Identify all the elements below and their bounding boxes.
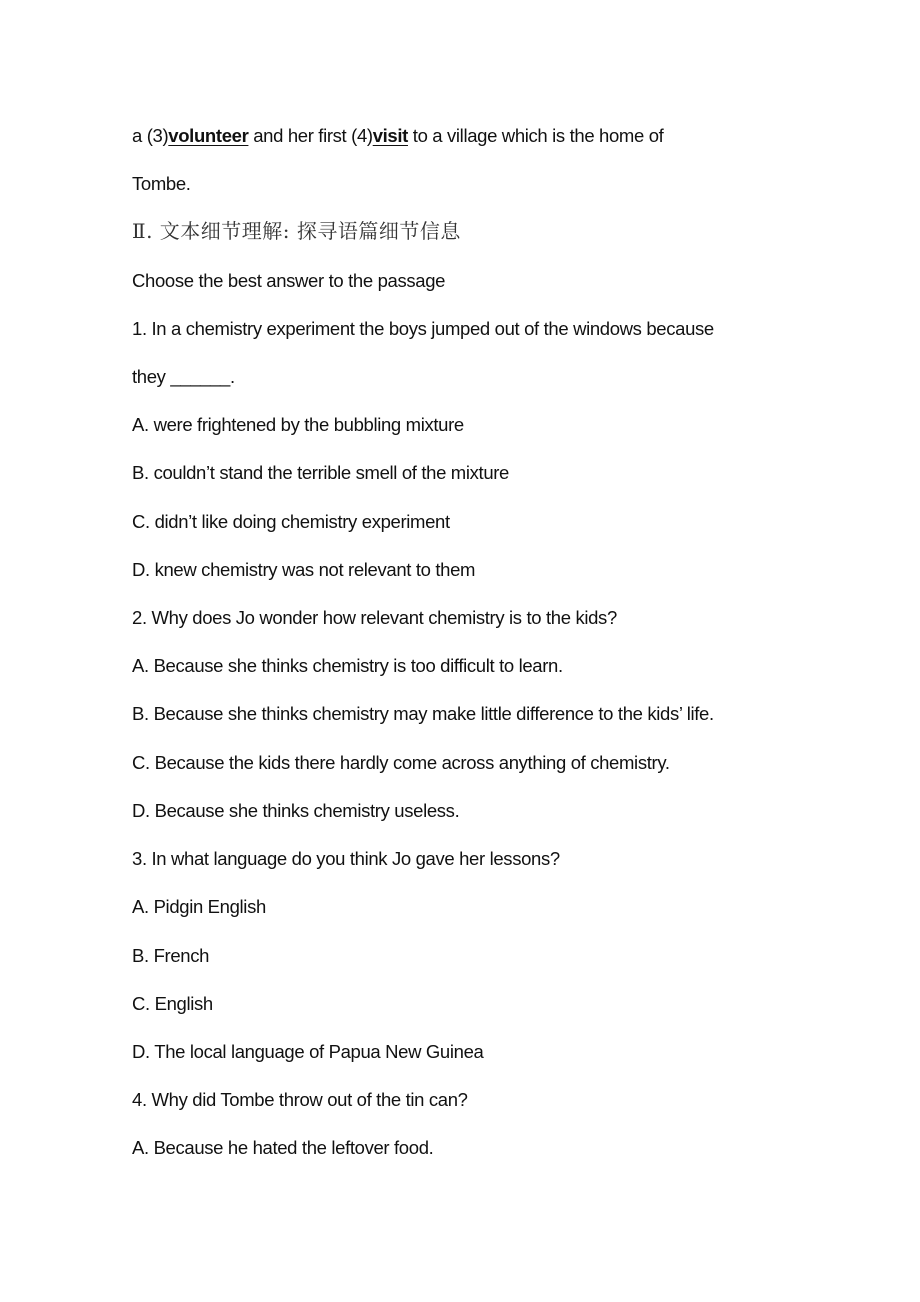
question-1-option-c: C. didn’t like doing chemistry experiment <box>132 511 450 532</box>
keyword-visit: visit <box>372 125 408 146</box>
question-1-option-a: A. were frightened by the bubbling mixture <box>132 414 464 435</box>
question-1-stem-cont: they ______. <box>132 366 235 387</box>
question-2-stem: 2. Why does Jo wonder how relevant chemistry is to the kids? <box>132 607 617 628</box>
question-3-option-d: D. The local language of Papua New Guinea <box>132 1041 484 1062</box>
instruction: Choose the best answer to the passage <box>132 270 446 291</box>
question-2-option-b: B. Because she thinks chemistry may make little difference to the kids’ life. <box>132 703 714 724</box>
question-1-option-d: D. knew chemistry was not relevant to them <box>132 559 476 580</box>
question-3-stem: 3. In what language do you think Jo gave her lessons? <box>132 848 560 869</box>
continuation-text-2: and her first (4) <box>248 125 373 146</box>
continuation-text-3: to a village which is the home of <box>407 125 664 146</box>
question-1-stem: 1. In a chemistry experiment the boys jumped out of the windows because <box>132 318 714 339</box>
question-3-option-b: B. French <box>132 945 210 966</box>
question-1-option-b: B. couldn’t stand the terrible smell of the mixture <box>132 462 510 483</box>
continuation-line-1 <box>132 124 663 148</box>
continuation-text-1: a (3) <box>132 125 169 146</box>
question-4-option-a: A. Because he hated the leftover food. <box>132 1137 434 1158</box>
question-3-option-c: C. English <box>132 993 213 1014</box>
question-3-option-a: A. Pidgin English <box>132 896 266 917</box>
question-2-option-a: A. Because she thinks chemistry is too difficult to learn. <box>132 655 563 676</box>
section-heading: Ⅱ. 文本细节理解: 探寻语篇细节信息 <box>132 219 461 243</box>
keyword-volunteer: volunteer <box>168 125 249 146</box>
question-2-option-c: C. Because the kids there hardly come across anything of chemistry. <box>132 752 670 773</box>
question-2-option-d: D. Because she thinks chemistry useless. <box>132 800 460 821</box>
question-4-stem: 4. Why did Tombe throw out of the tin can? <box>132 1089 468 1110</box>
continuation-line-2: Tombe. <box>132 173 191 194</box>
